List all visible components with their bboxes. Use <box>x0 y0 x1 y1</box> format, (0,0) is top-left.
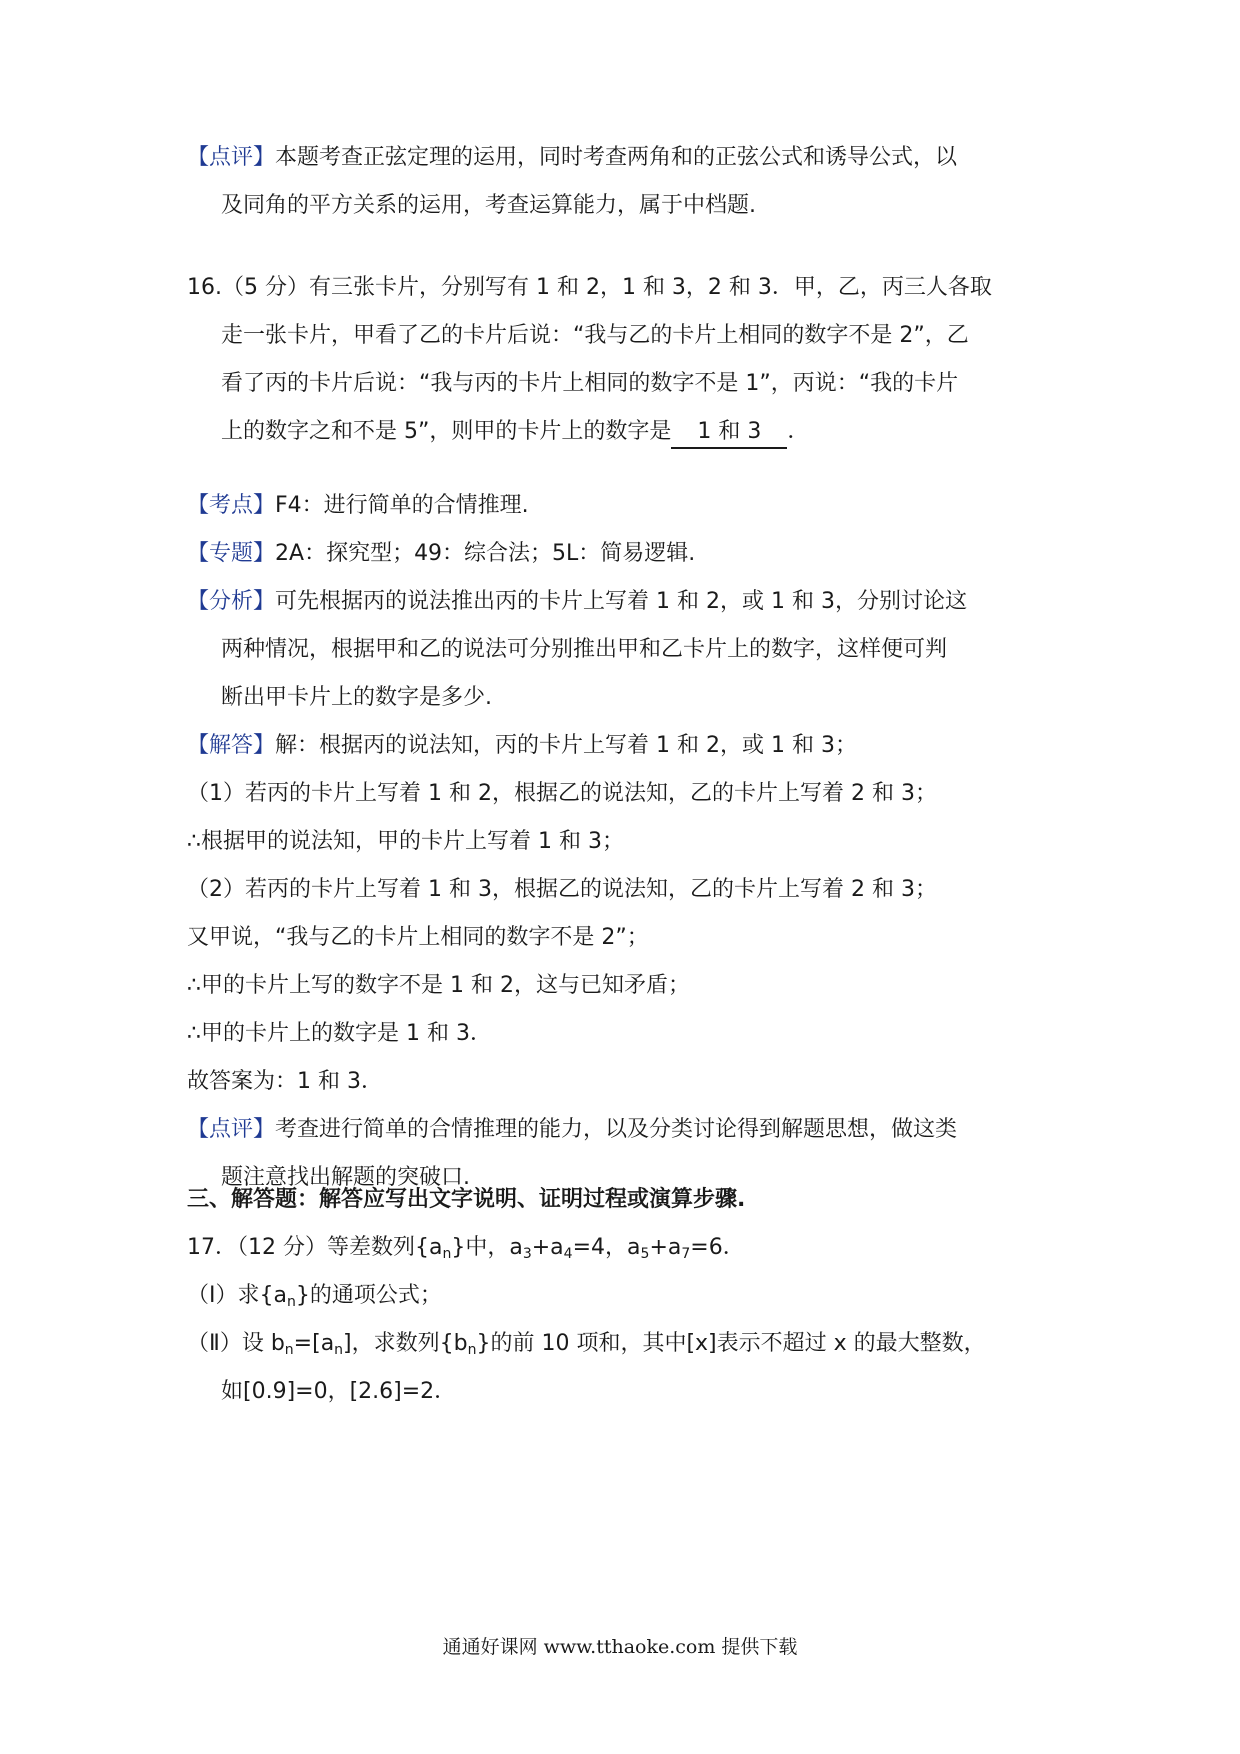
review-text-line: 本题考查正弦定理的运用，同时考查两角和的正弦公式和诱导公式，以 <box>275 145 958 170</box>
q17-text: =[a <box>293 1331 335 1356</box>
question-17-part-2 <box>187 1320 1057 1368</box>
fenxi-tag: 【分析】 <box>187 589 276 614</box>
section-3 <box>187 1176 1057 1416</box>
q17-text: }的通项公式； <box>295 1283 442 1308</box>
q17-subscript: n <box>442 1246 452 1262</box>
kaodian-tag: 【考点】 <box>187 493 276 518</box>
review-tag: 【点评】 <box>187 145 276 170</box>
jieda-text-line: 解：根据丙的说法知，丙的卡片上写着 1 和 2，或 1 和 3； <box>275 733 857 758</box>
q17-subscript: n <box>286 1294 296 1310</box>
question-17-part-2-line: 如[0.9]=0，[2.6]=2． <box>221 1379 457 1404</box>
fenxi-text-line: 断出甲卡片上的数字是多少. <box>221 685 492 710</box>
q17-subscript: n <box>334 1342 344 1358</box>
zhuanti-tag: 【专题】 <box>187 541 276 566</box>
q17-subscript: 7 <box>681 1246 691 1262</box>
jieda-section <box>187 722 1057 770</box>
question-16 <box>187 264 1057 456</box>
q17-subscript: n <box>467 1342 477 1358</box>
review-text-line: 考查进行简单的合情推理的能力，以及分类讨论得到解题思想，做这类 <box>275 1117 958 1142</box>
review-text-line: 题注意找出解题的突破口. <box>221 1165 470 1190</box>
answer-blank: 1 和 3 <box>671 417 787 449</box>
question-17-part-1 <box>187 1272 1057 1320</box>
fenxi-text-line: 两种情况，根据甲和乙的说法可分别推出甲和乙卡片上的数字，这样便可判 <box>221 637 948 662</box>
question-16-line: 走一张卡片，甲看了乙的卡片后说：“我与乙的卡片上相同的数字不是 2”，乙 <box>221 323 969 348</box>
q17-text: ]，求数列{b <box>343 1331 468 1356</box>
zhuanti-section <box>187 530 1057 578</box>
q17-text: 17．（12 分）等差数列{a <box>187 1235 443 1260</box>
fenxi-text-line: 可先根据丙的说法推出丙的卡片上写着 1 和 2，或 1 和 3，分别讨论这 <box>275 589 967 614</box>
jieda-text-line: 又甲说，“我与乙的卡片上相同的数字不是 2”； <box>187 925 649 950</box>
review-section-1 <box>187 134 1057 230</box>
jieda-tag: 【解答】 <box>187 733 276 758</box>
question-16-line: 上的数字之和不是 5”，则甲的卡片上的数字是 <box>221 419 672 444</box>
fenxi-section <box>187 578 1057 626</box>
jieda-text-line: ∴甲的卡片上写的数字不是 1 和 2，这与已知矛盾； <box>187 973 690 998</box>
jieda-text-line: （1）若丙的卡片上写着 1 和 2，根据乙的说法知，乙的卡片上写着 2 和 3； <box>187 781 937 806</box>
question-16-line: 16.（5 分）有三张卡片，分别写有 1 和 2，1 和 3，2 和 3．甲，乙，丙三人各取 <box>187 275 992 300</box>
section-3-title: 三、解答题：解答应写出文字说明、证明过程或演算步骤. <box>187 1187 746 1212</box>
kaodian-section <box>187 482 1057 1202</box>
review-text-line: 及同角的平方关系的运用，考查运算能力，属于中档题. <box>221 193 756 218</box>
q17-text: +a <box>649 1235 682 1260</box>
q17-text: =4，a <box>572 1235 641 1260</box>
q17-subscript: 5 <box>640 1246 650 1262</box>
q17-text: =6． <box>690 1235 745 1260</box>
jieda-text-line: ∴甲的卡片上的数字是 1 和 3． <box>187 1021 492 1046</box>
q17-text: +a <box>531 1235 564 1260</box>
kaodian-text: F4：进行简单的合情推理. <box>275 493 529 518</box>
q17-text: （Ⅰ）求{a <box>187 1283 287 1308</box>
question-16-line-end: ． <box>787 419 810 444</box>
q17-text: （Ⅱ）设 b <box>187 1331 285 1356</box>
question-17-intro <box>187 1224 1057 1272</box>
q17-subscript: 4 <box>563 1246 573 1262</box>
question-16-line: 看了丙的卡片后说：“我与丙的卡片上相同的数字不是 1”，丙说：“我的卡片 <box>221 371 959 396</box>
q17-subscript: 3 <box>522 1246 532 1262</box>
zhuanti-text: 2A：探究型；49：综合法；5L：简易逻辑. <box>275 541 696 566</box>
jieda-text-line: （2）若丙的卡片上写着 1 和 3，根据乙的说法知，乙的卡片上写着 2 和 3； <box>187 877 937 902</box>
q17-text: }中，a <box>451 1235 523 1260</box>
q17-text: }的前 10 项和，其中[x]表示不超过 x 的最大整数， <box>476 1331 986 1356</box>
q17-subscript: n <box>284 1342 294 1358</box>
review-tag: 【点评】 <box>187 1117 276 1142</box>
review-section-2 <box>187 1106 1057 1154</box>
page-footer: 通通好课网 www.tthaoke.com 提供下载 <box>442 1636 798 1658</box>
jieda-text-line: 故答案为：1 和 3． <box>187 1069 383 1094</box>
jieda-text-line: ∴根据甲的说法知，甲的卡片上写着 1 和 3； <box>187 829 624 854</box>
